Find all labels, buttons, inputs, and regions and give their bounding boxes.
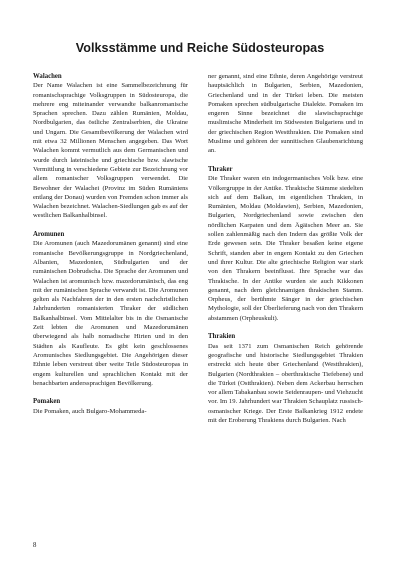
section-thraker	[208, 165, 363, 323]
page-title: Volksstämme und Reiche Südosteuropas	[75, 41, 325, 55]
section-thrakien	[208, 332, 363, 425]
page-number: 8	[33, 542, 37, 549]
section-pomaken-continued	[208, 72, 363, 156]
section-walachen	[33, 72, 188, 221]
section-heading: Aromunen	[33, 231, 65, 239]
section-heading: Walachen	[33, 73, 62, 80]
section-body: Die Thraker waren ein indogermanisches Volk bzw. eine Völkergruppe in der Antike. Thrakische Stämme siedelten sich auf dem Balkan, im eigentlichen Thrakien, in Rumänien, Moldau (Moldawien), Serbien, Mazedonien, Bulgarien, Nordgriechenland sowie zwischen den nördlichen Karpaten und dem Ägäischen Meer an. Sie sollen zahlenmäßig nach den Indern das größte Volk der Erde gewesen sein. Die Thraker besaßen keine eigene Schrift, standen aber in engem Kontakt zu den Griechen und ihrer Kultur. Die alte griechische Religion war stark von den Thrakern beeinflusst. Ihre Sprache war das Thrakische. In der Antike wurden sie auch Kikkonen genannt, nach dem gleichnamigen thrakischen Stamm. Orpheus, der berühmte Sänger in der griechischen Mythologie, soll der Überlieferung nach von den Thrakern abstammen (Orpheuskult).	[208, 175, 363, 322]
section-body: Das seit 1371 zum Osmanischen Reich gehörende geografische und historische Siedlungsgebiet Thrakien erstreckt sich heute über Griechenland (Westthrakien), Bulgarien (Nordthrakien – oberthrakische Tiefebene) und die Türkei (Ostthrakien). Neben dem Ackerbau herrschen vor allem Tabakanbau sowie Seidenraupen- und Viehzucht vor. Im 19. Jahrhundert war Thrakien Schauplatz russisch-osmanischer Kriege. Der Erste Balkankrieg 1912 endete mit der Eroberung Thrakiens durch Bulgarien. Nach	[208, 342, 363, 424]
section-pomaken	[33, 397, 188, 416]
left-column	[33, 72, 188, 416]
section-heading: Pomaken	[33, 398, 61, 406]
section-body: Die Pomaken, auch Bulgaro-Mohammeda-	[33, 407, 147, 415]
section-body: ner genannt, sind eine Ethnie, deren Angehörige verstreut hauptsächlich in Bulgarien, Serbien, Mazedonien, Griechenland und in der Türkei leben. Die meisten Pomaken sprechen südbulgarische Dialekte. Pomaken im engeren Sinne bezeichnet die slawischsprachige muslimische Minderheit im Südwesten Bulgariens und in der griechischen Region Westthrakien. Die Pomaken sind Muslime und gehören der sunnitischen Glaubensrichtung an.	[208, 73, 363, 155]
section-aromunen	[33, 230, 188, 388]
section-heading: Thraker	[208, 165, 233, 173]
section-body: Der Name Walachen ist eine Sammelbezeichnung für romanischsprachige Volksgruppen in Südosteuropa, die mehrere eng miteinander verwandte balkanromanische Sprachen sprechen. Dazu zählen Rumänien, Moldau, Nordbulgarien, das östliche Zentralserbien, die Ukraine und Ungarn. Die Gesamtbevölkerung der Walachen wird mit etwa 32 Millionen Menschen angegeben. Das Wort Walachen kommt vermutlich aus dem Germanischen und wurde durch lateinische und griechische bzw. slawische Vermittlung in verschiedene Gebiete zur Bezeichnung vor allem romanischer Volksgruppen verwendet. Die Bewohner der Walachei (Provinz im Süden Rumäniens entlang der Donau) wurden von Fremden schon immer als Walachen bezeichnet. Walachen-Siedlungen gab es auf der westlichen Balkanhalbinsel.	[33, 82, 188, 220]
section-body: Die Aromunen (auch Mazedorumänen genannt) sind eine romanische Bevölkerungsgruppe in Nordgriechenland, Albanien, Mazedonien, Südbulgarien und der rumänischen Dobrudscha. Die Sprache der Aromunen und Walachen ist aromunisch bzw. mazedorumänisch, das eng mit der rumänischen Sprache verwandt ist. Die Aromunen gelten als Nachfahren der in den ersten nachchristlichen Jahrhunderten romanisierten Thraker der südlichen Balkanhalbinsel. Vom Mittelalter bis in die Osmanische Zeit lebten die Aromunen und Mazedorumänen überwiegend als halb nomadische Hirten und in den Städten als Kaufleute. Es gibt kein geschlossenes Aromunisches Siedlungsgebiet. Die Angehörigen dieser Ethnie leben verstreut über weite Teile Südosteuropas in engem kulturellen und sprachlichen Kontakt mit der benachbarten anderssprachigen Bevölkerung.	[33, 240, 188, 387]
right-column	[208, 72, 363, 425]
section-heading: Thrakien	[208, 333, 236, 341]
